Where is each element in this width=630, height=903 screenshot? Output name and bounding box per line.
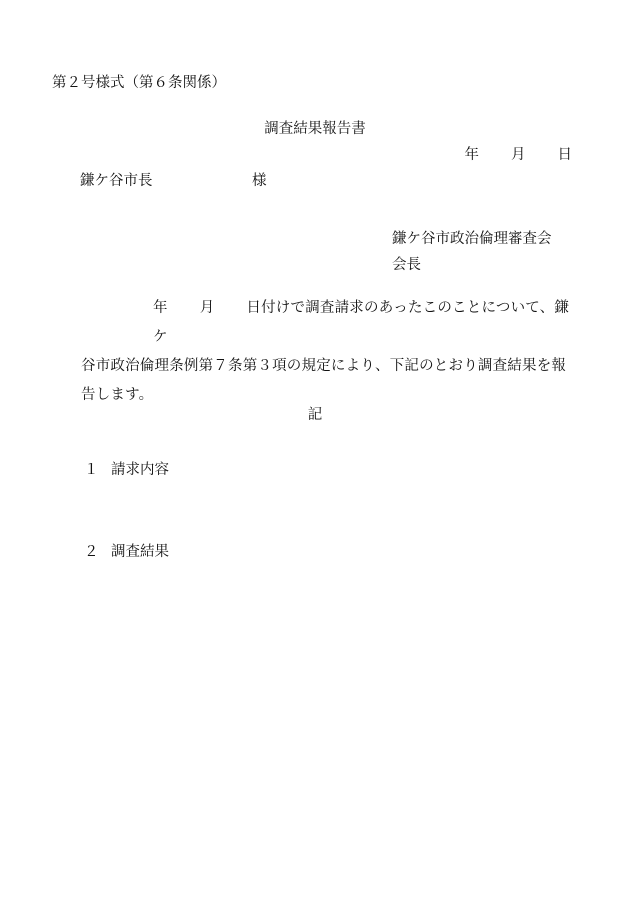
addressee-name: 鎌ケ谷市長 <box>80 173 153 189</box>
date-day-label: 日 <box>557 147 572 163</box>
addressee-honorific: 様 <box>252 173 267 189</box>
record-mark: 記 <box>307 407 323 423</box>
date-month-label: 月 <box>511 147 526 163</box>
sender-organization: 鎌ケ谷市政治倫理審査会 <box>392 231 552 247</box>
body-year-label: 年 <box>153 300 168 316</box>
list-item <box>84 462 169 479</box>
list-item <box>84 544 169 561</box>
body-month-label: 月 <box>199 300 215 316</box>
body-paragraph <box>81 294 571 410</box>
document-title: 調査結果報告書 <box>264 121 366 137</box>
date-line <box>465 147 573 164</box>
item-label: 請求内容 <box>111 462 169 478</box>
sender-role: 会長 <box>392 257 421 273</box>
form-number: 第２号様式（第６条関係） <box>52 75 226 91</box>
body-first-line <box>81 294 571 352</box>
item-label: 調査結果 <box>111 544 169 560</box>
date-year-label: 年 <box>464 147 479 163</box>
item-number: ２ <box>84 544 99 560</box>
body-rest-text: 谷市政治倫理条例第７条第３項の規定により、下記のとおり調査結果を報告します。 <box>81 358 567 403</box>
body-line1-text: 日付けで調査請求のあったこのことについて、鎌ケ <box>153 300 570 345</box>
item-number: １ <box>84 462 99 478</box>
